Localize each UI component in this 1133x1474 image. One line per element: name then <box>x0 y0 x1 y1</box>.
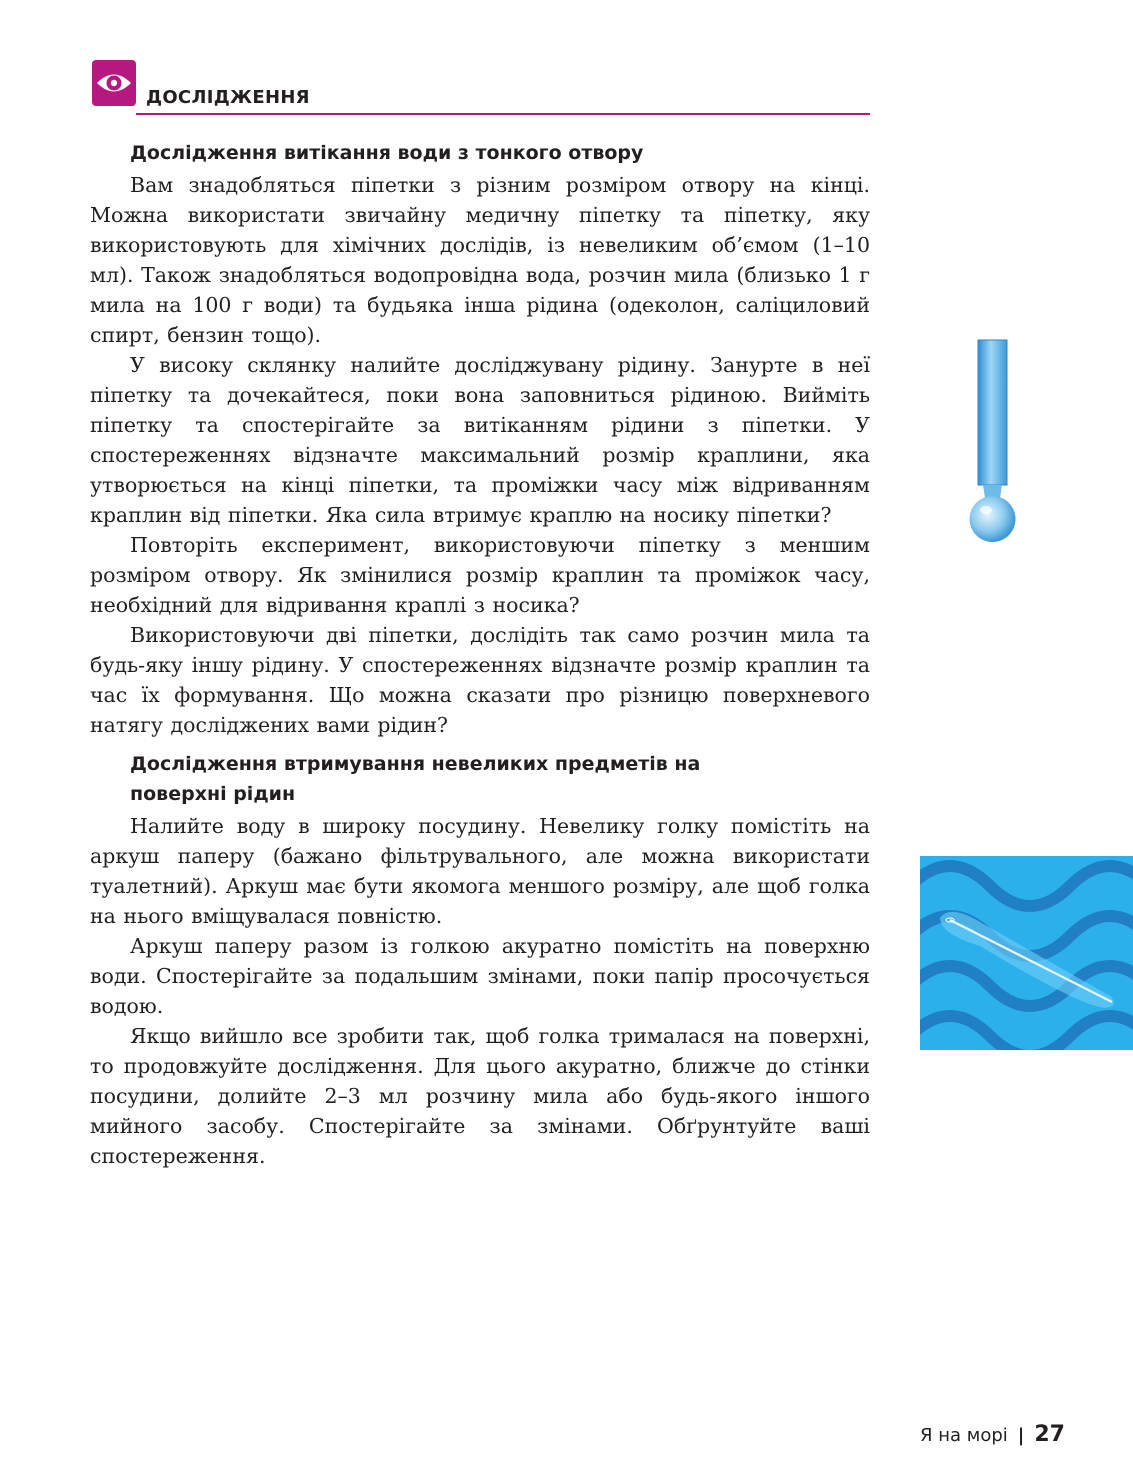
section-heading-1: Дослідження витікання води з тонкого отвору <box>130 142 644 164</box>
main-content <box>90 138 870 1171</box>
paragraph: Використовуючи дві піпетки, дослідіть так само розчин мила та будь-яку іншу рідину. У спостереженнях відзначте розмір краплин та час їх формування. Що можна сказати про різницю поверхневого натягу досліджених вами рідин? <box>90 623 870 737</box>
paragraph: У високу склянку налийте досліджувану рідину. Занурте в неї піпетку та дочекайтеся, поки вона заповниться рідиною. Вийміть піпетку та спостерігайте за витіканням рідини з піпетки. У спостереженнях відзначте максимальний розмір краплини, яка утворюється на кінці піпетки, та проміжки часу між відриванням краплин від піпетки. Яка сила втримує краплю на носику піпетки? <box>90 353 870 527</box>
section-heading-2: Дослідження втримування невеликих предметів на поверхні рідин <box>130 753 701 805</box>
footer-separator: | <box>1017 1425 1025 1446</box>
paragraph: Повторіть експеримент, використовуючи піпетку з меншим розміром отвору. Як змінилися розмір краплин та проміжок часу, необхідний для відривання краплі з носика? <box>90 533 870 617</box>
eye-icon <box>92 60 136 106</box>
header-divider <box>136 113 870 115</box>
page-number: 27 <box>1034 1422 1065 1447</box>
pipette-illustration <box>964 338 1020 552</box>
section-label: ДОСЛІДЖЕННЯ <box>146 87 310 108</box>
paragraph: Аркуш паперу разом із голкою акуратно помістіть на поверхню води. Спостерігайте за подальшим змінами, поки папір просочується водою. <box>90 934 870 1018</box>
paragraph: Налийте воду в широку посудину. Невелику голку помістіть на аркуш паперу (бажано фільтрувального, але можна використати туалетний). Аркуш має бути якомога меншого розміру, але щоб голка на нього вміщувалася повністю. <box>90 814 870 928</box>
paragraph: Якщо вийшло все зробити так, щоб голка трималася на поверхні, то продовжуйте дослідження. Для цього акуратно, ближче до стінки посудини, долийте 2–3 мл розчину мила або будь-якого іншого мийного засобу. Спостерігайте за змінами. Обґрунтуйте ваші спостереження. <box>90 1024 870 1168</box>
page-footer <box>920 1422 1065 1447</box>
needle-on-water-photo <box>920 856 1133 1050</box>
chapter-title: Я на морі <box>920 1425 1008 1446</box>
paragraph: Вам знадобляться піпетки з різним розміром отвору на кінці. Можна використати звичайну медичну піпетку та піпетку, яку використовують для хімічних дослідів, із невеликим об’ємом (1–10 мл). Також знадобляться водопровідна вода, розчин мила (близько 1 г мила на 100 г води) та будьяка інша рідина (одеколон, саліциловий спирт, бензин тощо). <box>90 173 870 347</box>
